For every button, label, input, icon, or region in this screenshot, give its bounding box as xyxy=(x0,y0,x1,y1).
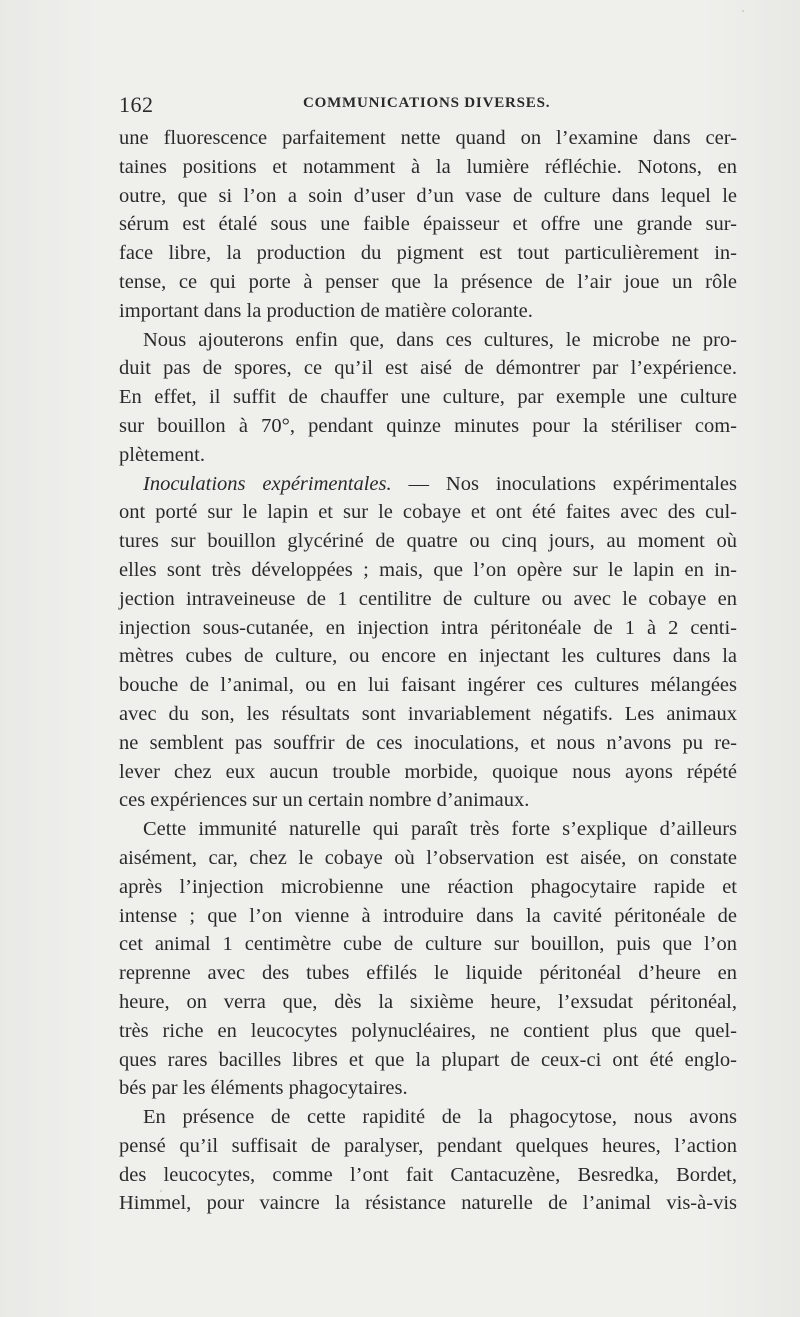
text-line: heure, on verra que, dès la sixième heure, l’exsudat péritonéal, xyxy=(119,990,737,1013)
text-line: des leucocytes, comme l’ont fait Cantacuzène, Besredka, Bordet, xyxy=(119,1163,737,1186)
body-text xyxy=(119,124,737,1218)
text-line xyxy=(119,470,737,499)
text-line: reprenne avec des tubes effilés le liquide péritonéal d’heure en xyxy=(119,962,737,985)
text-line: ont porté sur le lapin et sur le cobaye et ont été faites avec des cul- xyxy=(119,501,737,524)
text-line: cet animal 1 centimètre cube de culture sur bouillon, puis que l’on xyxy=(119,933,737,956)
text-line: En présence de cette rapidité de la phagocytose, nous avons xyxy=(143,1106,737,1129)
text-line: ques rares bacilles libres et que la plupart de ceux-ci ont été englo- xyxy=(119,1048,737,1071)
paper-speck xyxy=(160,1190,162,1192)
text-line: duit pas de spores, ce qu’il est aisé de démontrer par l’expérience. xyxy=(119,357,737,380)
text-line: tures sur bouillon glycériné de quatre ou cinq jours, au moment où xyxy=(119,530,737,553)
text-line: ne semblent pas souffrir de ces inoculations, et nous n’avons pu re- xyxy=(119,731,737,754)
text-line: important dans la production de matière colorante. xyxy=(119,299,533,322)
text-line: Himmel, pour vaincre la résistance naturelle de l’animal vis-à-vis xyxy=(119,1192,737,1215)
paper-speck xyxy=(742,10,744,12)
text-line: Cette immunité naturelle qui paraît très forte s’explique d’ailleurs xyxy=(143,818,737,841)
text-line: avec du son, les résultats sont invariablement négatifs. Les animaux xyxy=(119,702,737,725)
text-line: intense ; que l’on vienne à introduire dans la cavité péritonéale de xyxy=(119,904,737,927)
text-line: sérum est étalé sous une faible épaisseur et offre une grande sur- xyxy=(119,213,737,236)
text-line: pensé qu’il suffisait de paralyser, pendant quelques heures, l’action xyxy=(119,1134,737,1157)
text-line: tense, ce qui porte à penser que la présence de l’air joue un rôle xyxy=(119,270,737,293)
text-line: bouche de l’animal, ou en lui faisant ingérer ces cultures mélangées xyxy=(119,674,737,697)
text-line: sur bouillon à 70°, pendant quinze minutes pour la stériliser com- xyxy=(119,414,737,437)
text-line: jection intraveineuse de 1 centilitre de culture ou avec le cobaye en xyxy=(119,587,737,610)
text-line: plètement. xyxy=(119,443,205,466)
page-header xyxy=(119,92,737,122)
text-line: elles sont très développées ; mais, que l’on opère sur le lapin en in- xyxy=(119,558,737,581)
text-line: aisément, car, chez le cobaye où l’observation est aisée, on constate xyxy=(119,846,737,869)
section-heading: Inoculations expérimentales. xyxy=(143,472,392,495)
text-line: outre, que si l’on a soin d’user d’un vase de culture dans lequel le xyxy=(119,184,737,207)
text-line: Nous ajouterons enfin que, dans ces cultures, le microbe ne pro- xyxy=(143,328,737,351)
text-run: — Nos inoculations expérimentales xyxy=(391,472,737,495)
text-line: mètres cubes de culture, ou encore en injectant les cultures dans la xyxy=(119,645,737,668)
page-number: 162 xyxy=(119,92,154,117)
text-line: une fluorescence parfaitement nette quand on l’examine dans cer- xyxy=(119,127,737,149)
text-line: taines positions et notamment à la lumière réfléchie. Notons, en xyxy=(119,155,737,178)
text-line: après l’injection microbienne une réaction phagocytaire rapide et xyxy=(119,875,737,898)
text-line: injection sous-cutanée, en injection intra péritonéale de 1 à 2 centi- xyxy=(119,616,737,639)
text-line: face libre, la production du pigment est tout particulièrement in- xyxy=(119,242,737,265)
text-line: bés par les éléments phagocytaires. xyxy=(119,1077,408,1100)
running-title: COMMUNICATIONS DIVERSES. xyxy=(303,95,551,111)
text-line: En effet, il suffit de chauffer une culture, par exemple une culture xyxy=(119,386,737,409)
text-line: ces expériences sur un certain nombre d’animaux. xyxy=(119,789,530,812)
text-line: lever chez eux aucun trouble morbide, quoique nous ayons répété xyxy=(119,760,737,783)
text-line: très riche en leucocytes polynucléaires, ne contient plus que quel- xyxy=(119,1019,737,1042)
